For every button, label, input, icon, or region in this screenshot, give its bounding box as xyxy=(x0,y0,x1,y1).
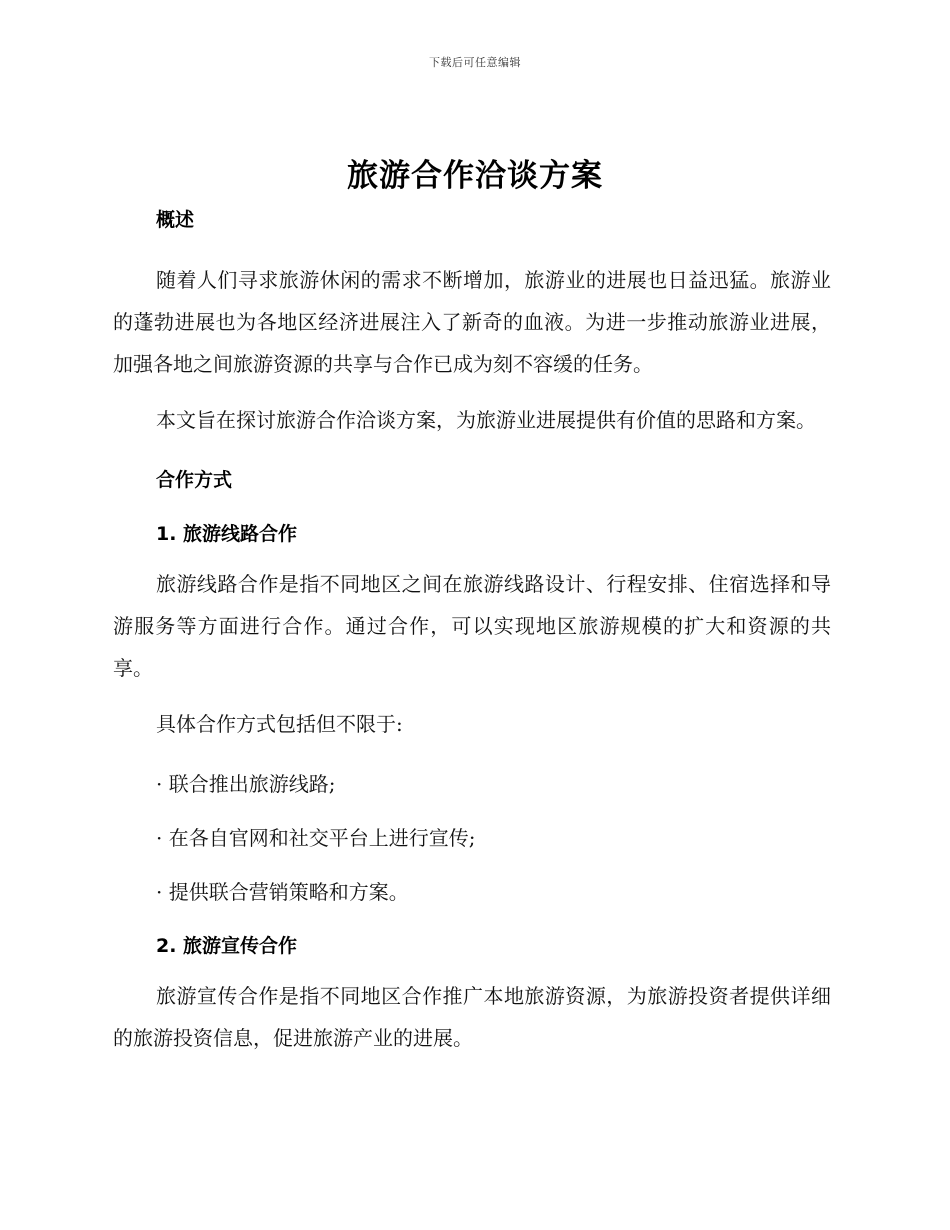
section-heading-overview: 概述 xyxy=(156,209,195,231)
paragraph-promotion-1: 旅游宣传合作是指不同地区合作推广本地旅游资源，为旅游投资者提供详细的旅游投资信息，促进旅游产业的进展。 xyxy=(113,984,831,1050)
section-heading-cooperation-modes: 合作方式 xyxy=(156,469,233,491)
paragraph-route-2: 具体合作方式包括但不限于: xyxy=(156,712,403,736)
document-title: 旅游合作洽谈方案 xyxy=(347,158,603,194)
paragraph-route-1: 旅游线路合作是指不同地区之间在旅游线路设计、行程安排、住宿选择和导游服务等方面进行合作。通过合作，可以实现地区旅游规模的扩大和资源的共享。 xyxy=(113,572,831,680)
page-header-note: 下载后可任意编辑 xyxy=(429,56,521,69)
subsection-heading-route: 1. 旅游线路合作 xyxy=(156,523,298,545)
bullet-item: · 联合推出旅游线路; xyxy=(156,772,336,796)
subsection-heading-promotion: 2. 旅游宣传合作 xyxy=(156,935,298,957)
bullet-item: · 提供联合营销策略和方案。 xyxy=(156,880,409,904)
paragraph-overview-2: 本文旨在探讨旅游合作洽谈方案，为旅游业进展提供有价值的思路和方案。 xyxy=(156,408,816,432)
paragraph-overview-1: 随着人们寻求旅游休闲的需求不断增加，旅游业的进展也日益迅猛。旅游业的蓬勃进展也为各地区经济进展注入了新奇的血液。为进一步推动旅游业进展，加强各地之间旅游资源的共享与合作已成为刻不容缓的任务。 xyxy=(113,268,831,376)
bullet-item: · 在各自官网和社交平台上进行宣传; xyxy=(156,826,476,850)
document-body xyxy=(113,205,831,1059)
